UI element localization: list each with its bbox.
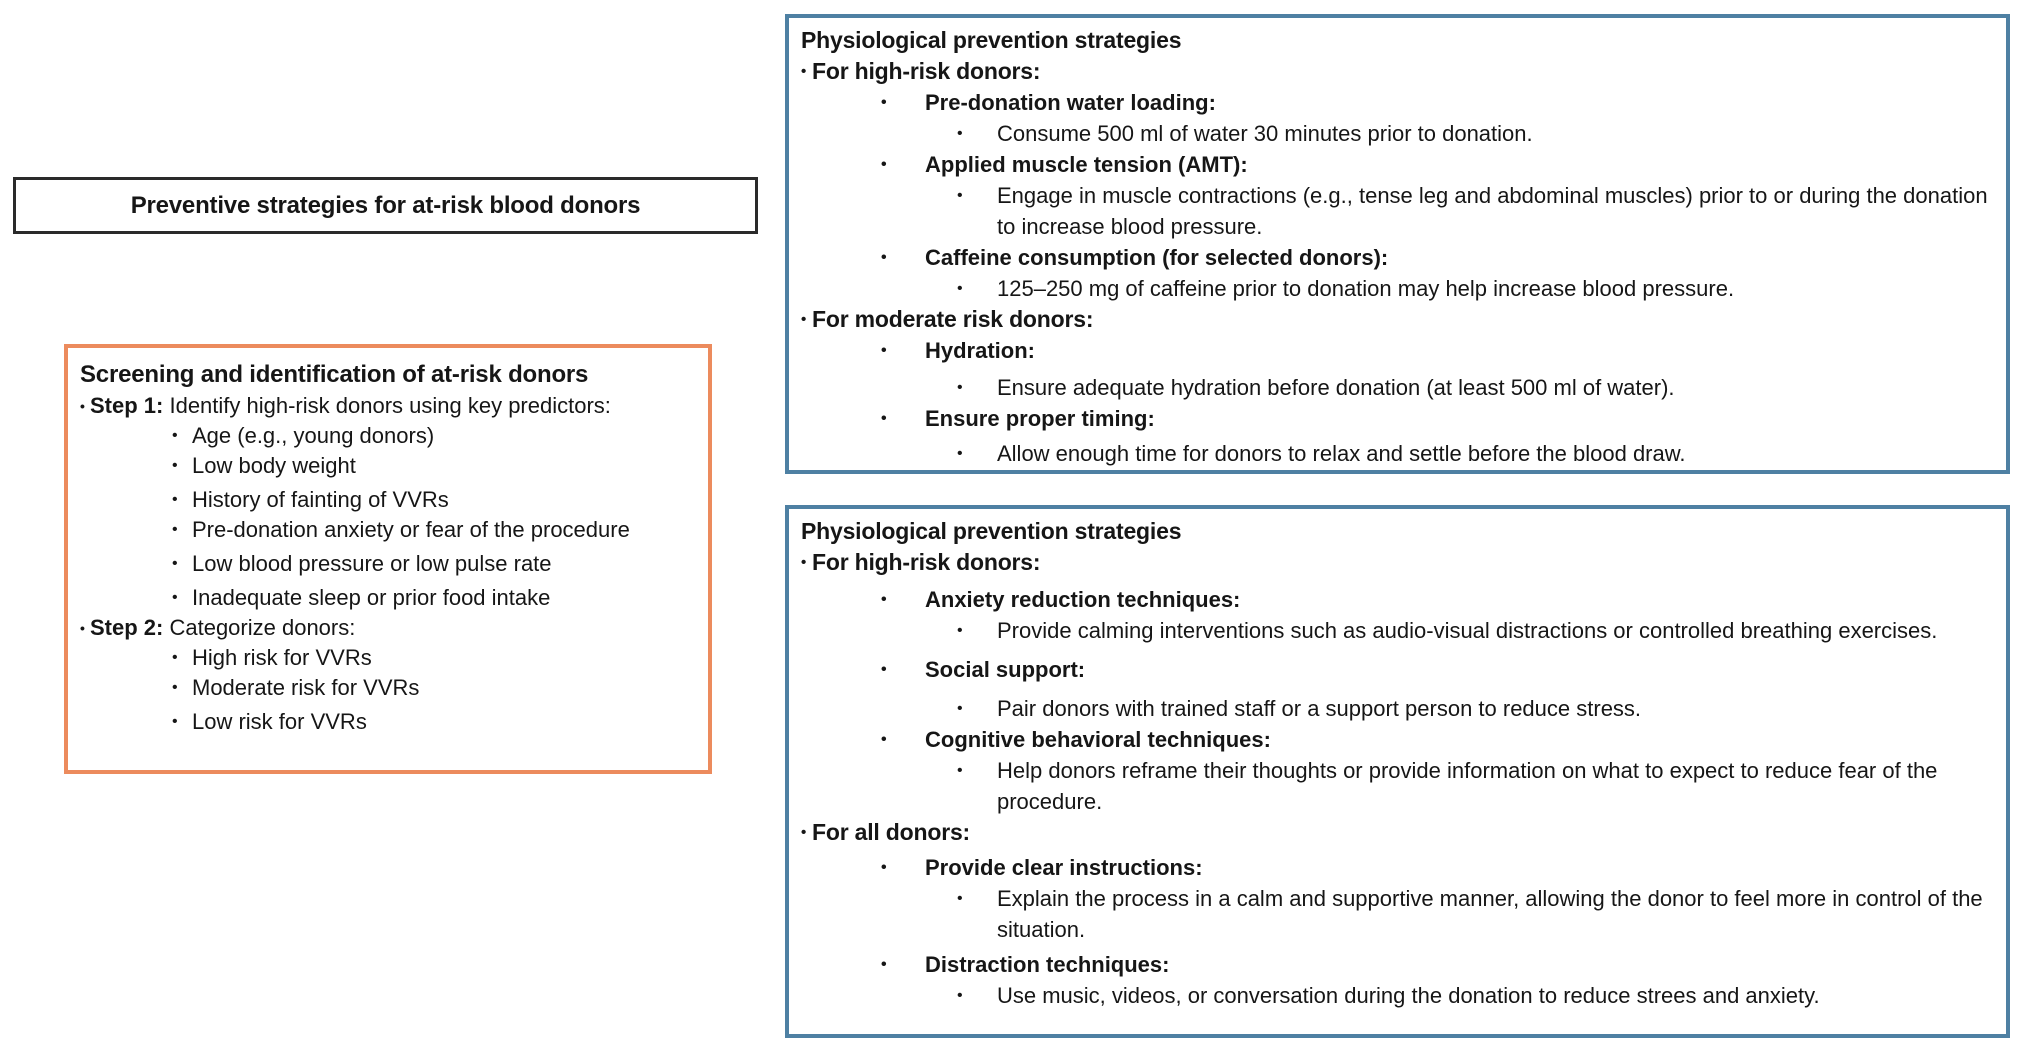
strategy-detail-text: Engage in muscle contractions (e.g., tense leg and abdominal muscles) prior to or during the donation to increase blood pressure. <box>997 183 1988 239</box>
bullet-dot-icon: • <box>957 187 963 204</box>
strategy-label <box>801 949 1992 980</box>
strategy-detail <box>801 980 1992 1011</box>
screening-bullet-text: Inadequate sleep or prior food intake <box>192 585 551 610</box>
strategy-detail-text: Consume 500 ml of water 30 minutes prior to donation. <box>997 121 1533 146</box>
strategy-label-text: Pre-donation water loading: <box>925 90 1216 115</box>
screening-bullet <box>80 583 696 613</box>
bullet-dot-icon: • <box>957 987 963 1004</box>
strategy-label <box>801 654 1992 685</box>
physiological-box-title: Physiological prevention strategies <box>801 27 1182 53</box>
step-1-text: Identify high-risk donors using key predictors: <box>163 393 611 418</box>
bullet-dot-icon: • <box>881 156 887 173</box>
screening-bullet <box>80 549 696 579</box>
screening-bullet-text: High risk for VVRs <box>192 645 372 670</box>
bullet-dot-icon: • <box>881 731 887 748</box>
bullet-dot-icon: • <box>172 555 178 572</box>
bullet-dot-icon: • <box>801 554 807 571</box>
strategy-detail-text: Allow enough time for donors to relax and settle before the blood draw. <box>997 441 1686 466</box>
bullet-dot-icon: • <box>172 521 178 538</box>
strategy-label-text: Distraction techniques: <box>925 952 1170 977</box>
group-heading-all-donors <box>801 817 1992 848</box>
screening-bullet-text: Low risk for VVRs <box>192 709 367 734</box>
step-2-text: Categorize donors: <box>163 615 356 640</box>
strategy-label <box>801 852 1992 883</box>
group-heading-moderate-risk <box>801 304 1992 335</box>
strategy-label-text: Anxiety reduction techniques: <box>925 587 1241 612</box>
main-title: Preventive strategies for at-risk blood donors <box>130 191 641 219</box>
step-1-line <box>80 391 696 421</box>
screening-bullet-text: History of fainting of VVRs <box>192 487 449 512</box>
strategy-detail-text: Use music, videos, or conversation during the donation to reduce strees and anxiety. <box>997 983 1820 1008</box>
bullet-dot-icon: • <box>172 589 178 606</box>
strategy-label-text: Hydration: <box>925 338 1035 363</box>
strategy-label-text: Caffeine consumption (for selected donors): <box>925 245 1389 270</box>
strategy-detail <box>801 180 1992 242</box>
strategy-label-text: Applied muscle tension (AMT): <box>925 152 1248 177</box>
bullet-dot-icon: • <box>957 890 963 907</box>
strategy-detail <box>801 755 1992 817</box>
bullet-dot-icon: • <box>172 427 178 444</box>
bullet-dot-icon: • <box>172 649 178 666</box>
screening-bullet <box>80 485 696 515</box>
strategy-detail-text: Ensure adequate hydration before donation (at least 500 ml of water). <box>997 375 1675 400</box>
strategy-label <box>801 87 1992 118</box>
screening-bullet <box>80 707 696 737</box>
screening-bullet <box>80 643 696 673</box>
strategy-detail-text: Pair donors with trained staff or a support person to reduce stress. <box>997 696 1642 721</box>
bullet-dot-icon: • <box>881 342 887 359</box>
group-heading-high-risk <box>801 547 1992 578</box>
screening-box <box>64 344 712 774</box>
group-heading-high-risk <box>801 56 1992 87</box>
group-heading-text: For moderate risk donors: <box>812 306 1094 332</box>
strategy-detail <box>801 372 1992 403</box>
main-title-box <box>13 177 758 234</box>
bullet-dot-icon: • <box>957 445 963 462</box>
screening-bullet-text: Low body weight <box>192 453 356 478</box>
bullet-dot-icon: • <box>801 824 807 841</box>
strategy-label-text: Social support: <box>925 657 1086 682</box>
psychological-box-title: Physiological prevention strategies <box>801 518 1182 544</box>
bullet-dot-icon: • <box>172 491 178 508</box>
group-heading-text: For all donors: <box>812 819 971 845</box>
screening-bullet-text: Low blood pressure or low pulse rate <box>192 551 552 576</box>
strategy-label <box>801 335 1992 366</box>
strategy-label-text: Provide clear instructions: <box>925 855 1203 880</box>
strategy-label-text: Ensure proper timing: <box>925 406 1155 431</box>
bullet-dot-icon: • <box>172 457 178 474</box>
strategy-label <box>801 724 1992 755</box>
bullet-dot-icon: • <box>172 713 178 730</box>
bullet-dot-icon: • <box>801 311 807 328</box>
strategy-label-text: Cognitive behavioral techniques: <box>925 727 1271 752</box>
step-2-label: Step 2: <box>90 615 164 640</box>
bullet-dot-icon: • <box>957 762 963 779</box>
bullet-dot-icon: • <box>881 249 887 266</box>
bullet-dot-icon: • <box>881 956 887 973</box>
strategy-detail <box>801 883 1992 945</box>
strategy-detail <box>801 438 1992 469</box>
bullet-dot-icon: • <box>801 63 807 80</box>
strategy-label <box>801 403 1992 434</box>
strategy-detail-text: Help donors reframe their thoughts or provide information on what to expect to reduce fear of the procedure. <box>997 758 1938 814</box>
strategy-detail-text: Explain the process in a calm and supportive manner, allowing the donor to feel more in control of the situation. <box>997 886 1983 942</box>
step-1-label: Step 1: <box>90 393 164 418</box>
step-2-line <box>80 613 696 643</box>
screening-box-title: Screening and identification of at-risk donors <box>80 361 589 388</box>
screening-bullet <box>80 673 696 703</box>
bullet-dot-icon: • <box>881 591 887 608</box>
bullet-dot-icon: • <box>957 379 963 396</box>
bullet-dot-icon: • <box>957 700 963 717</box>
screening-bullet <box>80 451 696 481</box>
strategy-detail-text: Provide calming interventions such as audio-visual distractions or controlled breathing exercises. <box>997 618 1938 643</box>
strategy-label <box>801 149 1992 180</box>
strategy-detail <box>801 118 1992 149</box>
group-heading-text: For high-risk donors: <box>812 58 1041 84</box>
strategy-detail <box>801 273 1992 304</box>
strategy-detail <box>801 615 1992 646</box>
physiological-strategies-box <box>785 14 2010 474</box>
strategy-detail-text: 125–250 mg of caffeine prior to donation may help increase blood pressure. <box>997 276 1735 301</box>
bullet-dot-icon: • <box>881 94 887 111</box>
screening-bullet-text: Pre-donation anxiety or fear of the procedure <box>192 517 630 542</box>
screening-bullet <box>80 421 696 451</box>
psychological-strategies-box <box>785 505 2010 1038</box>
bullet-dot-icon: • <box>957 125 963 142</box>
bullet-dot-icon: • <box>172 679 178 696</box>
bullet-dot-icon: • <box>881 661 887 678</box>
bullet-dot-icon: • <box>80 398 85 414</box>
strategy-label <box>801 242 1992 273</box>
bullet-dot-icon: • <box>80 620 85 636</box>
bullet-dot-icon: • <box>957 280 963 297</box>
screening-bullet-text: Age (e.g., young donors) <box>192 423 435 448</box>
strategy-label <box>801 584 1992 615</box>
group-heading-text: For high-risk donors: <box>812 549 1041 575</box>
bullet-dot-icon: • <box>881 410 887 427</box>
screening-bullet <box>80 515 696 545</box>
strategy-detail <box>801 693 1992 724</box>
bullet-dot-icon: • <box>881 859 887 876</box>
screening-bullet-text: Moderate risk for VVRs <box>192 675 420 700</box>
bullet-dot-icon: • <box>957 622 963 639</box>
